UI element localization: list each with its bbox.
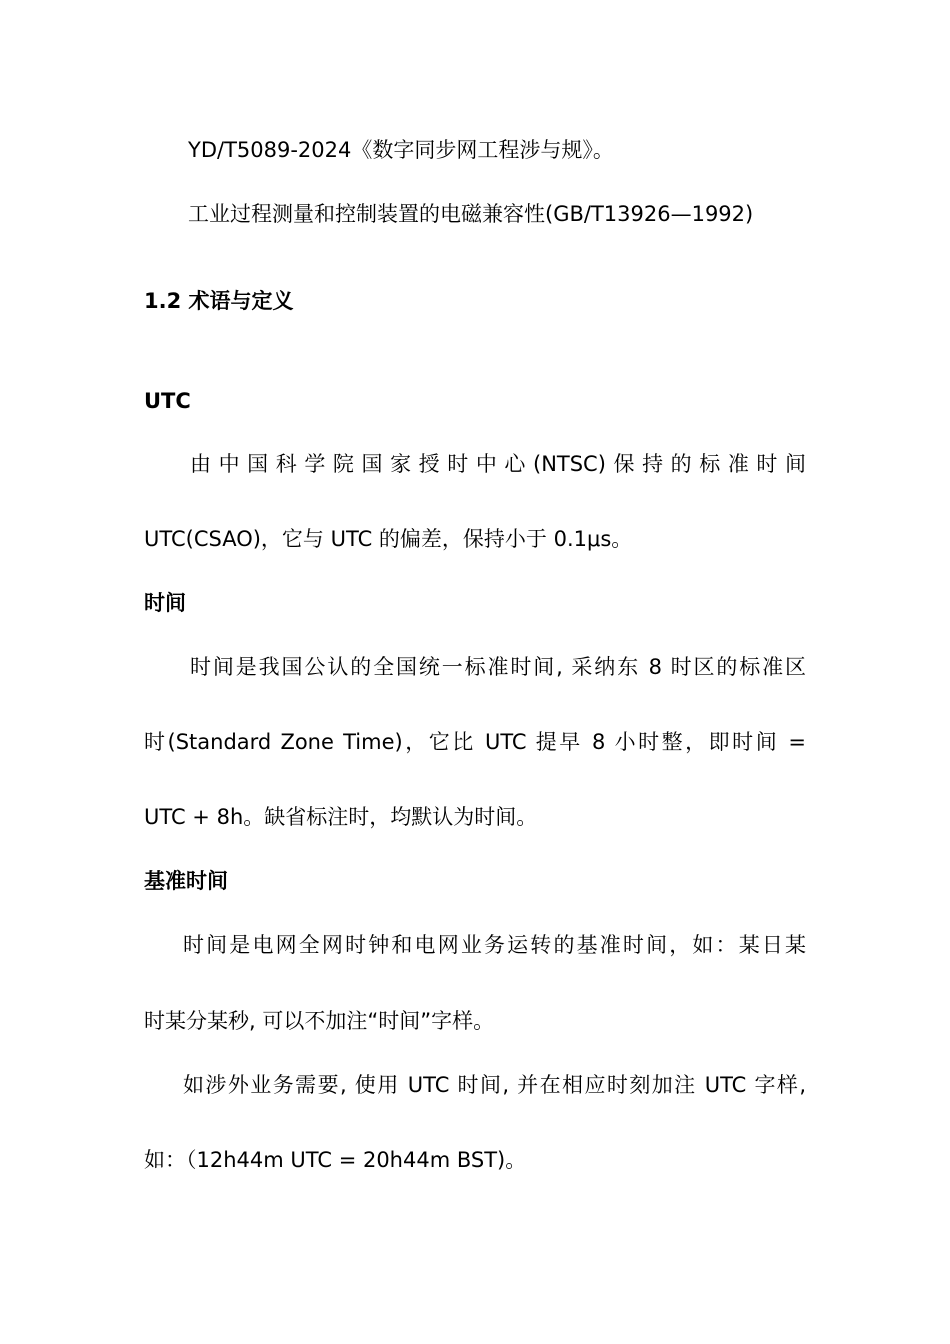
definition-line: UTC(CSAO)，它与 UTC 的偏差，保持小于 0.1μs。 xyxy=(144,527,633,551)
definition-line: 时某分某秒, 可以不加注“时间”字样。 xyxy=(144,1009,495,1033)
definition-line: 时(Standard Zone Time)，它比 UTC 提早 8 小时整，即时间 = xyxy=(144,730,806,754)
term-heading: 时间 xyxy=(144,591,186,615)
definition-line: 如涉外业务需要, 使用 UTC 时间, 并在相应时刻加注 UTC 字样, xyxy=(183,1073,806,1097)
reference-line: YD/T5089-2024《数字同步网工程涉与规》。 xyxy=(188,138,614,162)
reference-line: 工业过程测量和控制装置的电磁兼容性(GB/T13926—1992) xyxy=(188,202,754,226)
definition-line: 如：（12h44m UTC = 20h44m BST)。 xyxy=(144,1148,527,1172)
definition-line: UTC + 8h。缺省标注时，均默认为时间。 xyxy=(144,805,538,829)
definition-line: 时间是我国公认的全国统一标准时间, 采纳东 8 时区的标准区 xyxy=(190,655,806,679)
definition-line: 时间是电网全网时钟和电网业务运转的基准时间，如：某日某 xyxy=(183,933,806,957)
term-heading: UTC xyxy=(144,389,191,413)
term-heading: 基准时间 xyxy=(144,869,228,893)
definition-line: 由中国科学院国家授时中心(NTSC)保持的标准时间 xyxy=(190,452,806,476)
section-title: 1.2 术语与定义 xyxy=(144,289,294,313)
